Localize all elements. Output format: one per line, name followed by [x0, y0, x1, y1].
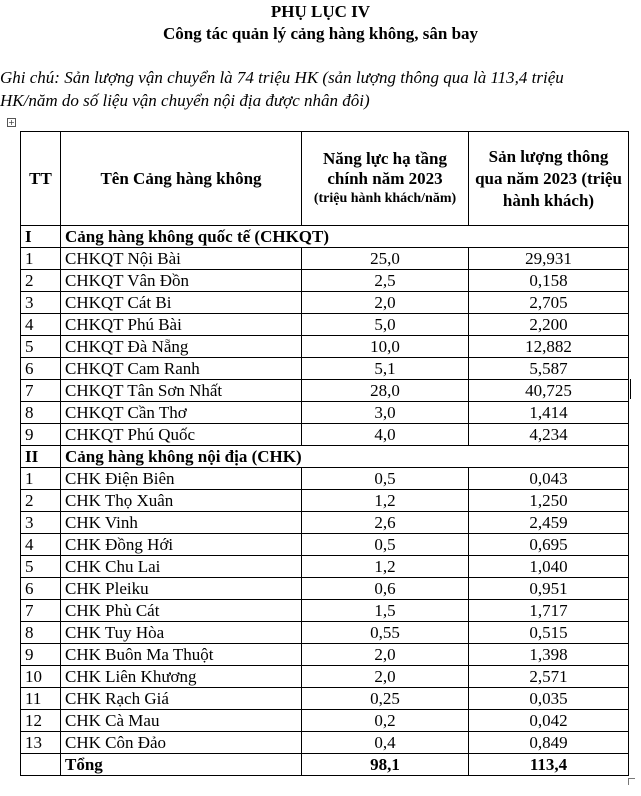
table-move-handle-icon[interactable]: +: [8, 118, 15, 127]
table-row: [21, 512, 629, 534]
header-name: Tên Cảng hàng không: [61, 132, 302, 226]
row-throughput: 0,042: [469, 710, 629, 732]
row-tt: 12: [21, 710, 61, 732]
row-capacity: 2,0: [302, 292, 469, 314]
row-airport-name: CHKQT Phú Quốc: [61, 424, 302, 446]
row-airport-name: CHK Cà Mau: [61, 710, 302, 732]
row-tt: 5: [21, 336, 61, 358]
row-tt: 11: [21, 688, 61, 710]
table-row: [21, 556, 629, 578]
row-airport-name: CHK Rạch Giá: [61, 688, 302, 710]
row-tt: 4: [21, 534, 61, 556]
row-capacity: 1,2: [302, 556, 469, 578]
total-row: [21, 754, 629, 776]
section-number: II: [21, 446, 61, 468]
row-airport-name: CHK Tuy Hòa: [61, 622, 302, 644]
row-capacity: 25,0: [302, 248, 469, 270]
table-row: [21, 292, 629, 314]
row-capacity: 2,0: [302, 644, 469, 666]
row-throughput: 0,515: [469, 622, 629, 644]
row-throughput: 12,882: [469, 336, 629, 358]
row-airport-name: CHKQT Nội Bài: [61, 248, 302, 270]
row-tt: 2: [21, 490, 61, 512]
note-text: [0, 66, 641, 112]
text-cursor: [630, 379, 631, 399]
table-row: [21, 578, 629, 600]
row-capacity: 1,5: [302, 600, 469, 622]
row-tt: 3: [21, 512, 61, 534]
row-capacity: 2,6: [302, 512, 469, 534]
row-airport-name: CHK Chu Lai: [61, 556, 302, 578]
row-tt: 5: [21, 556, 61, 578]
row-tt: 8: [21, 402, 61, 424]
row-airport-name: CHK Buôn Ma Thuột: [61, 644, 302, 666]
table-row: [21, 270, 629, 292]
row-throughput: 2,200: [469, 314, 629, 336]
row-throughput: 1,398: [469, 644, 629, 666]
header-tt: TT: [21, 132, 61, 226]
row-tt: 10: [21, 666, 61, 688]
document-title: PHỤ LỤC IV: [270, 2, 371, 21]
table-row: [21, 490, 629, 512]
total-label: Tổng: [61, 754, 302, 776]
row-tt: 6: [21, 578, 61, 600]
row-tt: 1: [21, 248, 61, 270]
row-throughput: 0,849: [469, 732, 629, 754]
row-airport-name: CHK Côn Đảo: [61, 732, 302, 754]
row-capacity: 0,5: [302, 534, 469, 556]
row-tt: 7: [21, 380, 61, 402]
row-airport-name: CHK Phù Cát: [61, 600, 302, 622]
table-header-row: [21, 132, 629, 226]
row-throughput: 5,587: [469, 358, 629, 380]
row-throughput: 0,043: [469, 468, 629, 490]
row-throughput: 1,414: [469, 402, 629, 424]
row-capacity: 3,0: [302, 402, 469, 424]
table-row: [21, 424, 629, 446]
table-row: [21, 666, 629, 688]
table-row: [21, 534, 629, 556]
section-row: [21, 446, 629, 468]
row-throughput: 0,035: [469, 688, 629, 710]
row-airport-name: CHK Đồng Hới: [61, 534, 302, 556]
total-tt: [21, 754, 61, 776]
row-capacity: 10,0: [302, 336, 469, 358]
table-row: [21, 732, 629, 754]
page-corner-mark: [628, 778, 635, 785]
row-tt: 3: [21, 292, 61, 314]
table-row: [21, 402, 629, 424]
row-airport-name: CHKQT Phú Bài: [61, 314, 302, 336]
table-row: [21, 358, 629, 380]
row-capacity: 0,6: [302, 578, 469, 600]
section-number: I: [21, 226, 61, 248]
row-throughput: 29,931: [469, 248, 629, 270]
row-tt: 9: [21, 424, 61, 446]
table-row: [21, 468, 629, 490]
row-throughput: 0,951: [469, 578, 629, 600]
row-airport-name: CHKQT Cát Bi: [61, 292, 302, 314]
note-line-1: Ghi chú: Sản lượng vận chuyển là 74 triệu HK (sản lượng thông qua là 113,4 triệu: [0, 68, 564, 87]
table-row: [21, 688, 629, 710]
row-airport-name: CHK Pleiku: [61, 578, 302, 600]
row-throughput: 2,571: [469, 666, 629, 688]
row-tt: 4: [21, 314, 61, 336]
row-capacity: 28,0: [302, 380, 469, 402]
section-name: Cảng hàng không quốc tế (CHKQT): [61, 226, 629, 248]
row-airport-name: CHKQT Cam Ranh: [61, 358, 302, 380]
header-capacity-label: Năng lực hạ tầng chính năm 2023: [322, 148, 448, 188]
row-airport-name: CHK Liên Khương: [61, 666, 302, 688]
header-throughput: Sản lượng thông qua năm 2023 (triệu hành khách): [469, 132, 629, 226]
row-tt: 2: [21, 270, 61, 292]
row-capacity: 0,55: [302, 622, 469, 644]
airport-table: [20, 131, 629, 776]
total-throughput: 113,4: [469, 754, 629, 776]
row-capacity: 5,1: [302, 358, 469, 380]
row-throughput: 2,705: [469, 292, 629, 314]
total-capacity: 98,1: [302, 754, 469, 776]
row-tt: 1: [21, 468, 61, 490]
table-row: [21, 644, 629, 666]
header-capacity-unit: (triệu hành khách/năm): [313, 190, 457, 206]
table-row: [21, 710, 629, 732]
row-tt: 13: [21, 732, 61, 754]
row-tt: 8: [21, 622, 61, 644]
table-row: [21, 600, 629, 622]
row-tt: 6: [21, 358, 61, 380]
row-throughput: 4,234: [469, 424, 629, 446]
row-airport-name: CHK Vinh: [61, 512, 302, 534]
row-airport-name: CHKQT Tân Sơn Nhất: [61, 380, 302, 402]
row-throughput: 2,459: [469, 512, 629, 534]
row-throughput: 0,695: [469, 534, 629, 556]
row-capacity: 0,5: [302, 468, 469, 490]
row-capacity: 1,2: [302, 490, 469, 512]
section-name: Cảng hàng không nội địa (CHK): [61, 446, 629, 468]
table-row: [21, 248, 629, 270]
table-row: [21, 314, 629, 336]
table-body: [21, 226, 629, 776]
row-capacity: 5,0: [302, 314, 469, 336]
row-throughput: 1,250: [469, 490, 629, 512]
table-row: [21, 380, 629, 402]
row-capacity: 2,5: [302, 270, 469, 292]
row-throughput: 0,158: [469, 270, 629, 292]
document-subtitle: Công tác quản lý cảng hàng không, sân bay: [162, 24, 479, 43]
row-airport-name: CHK Điện Biên: [61, 468, 302, 490]
row-throughput: 1,040: [469, 556, 629, 578]
row-capacity: 2,0: [302, 666, 469, 688]
row-throughput: 40,725: [469, 380, 629, 402]
row-airport-name: CHKQT Vân Đồn: [61, 270, 302, 292]
table-row: [21, 622, 629, 644]
note-line-2: HK/năm do số liệu vận chuyển nội địa được nhân đôi): [0, 91, 370, 110]
row-capacity: 4,0: [302, 424, 469, 446]
row-tt: 9: [21, 644, 61, 666]
header-capacity: [302, 132, 469, 226]
row-airport-name: CHK Thọ Xuân: [61, 490, 302, 512]
section-row: [21, 226, 629, 248]
row-throughput: 1,717: [469, 600, 629, 622]
row-capacity: 0,4: [302, 732, 469, 754]
table-row: [21, 336, 629, 358]
row-tt: 7: [21, 600, 61, 622]
row-airport-name: CHKQT Cần Thơ: [61, 402, 302, 424]
row-airport-name: CHKQT Đà Nẵng: [61, 336, 302, 358]
row-capacity: 0,2: [302, 710, 469, 732]
row-capacity: 0,25: [302, 688, 469, 710]
